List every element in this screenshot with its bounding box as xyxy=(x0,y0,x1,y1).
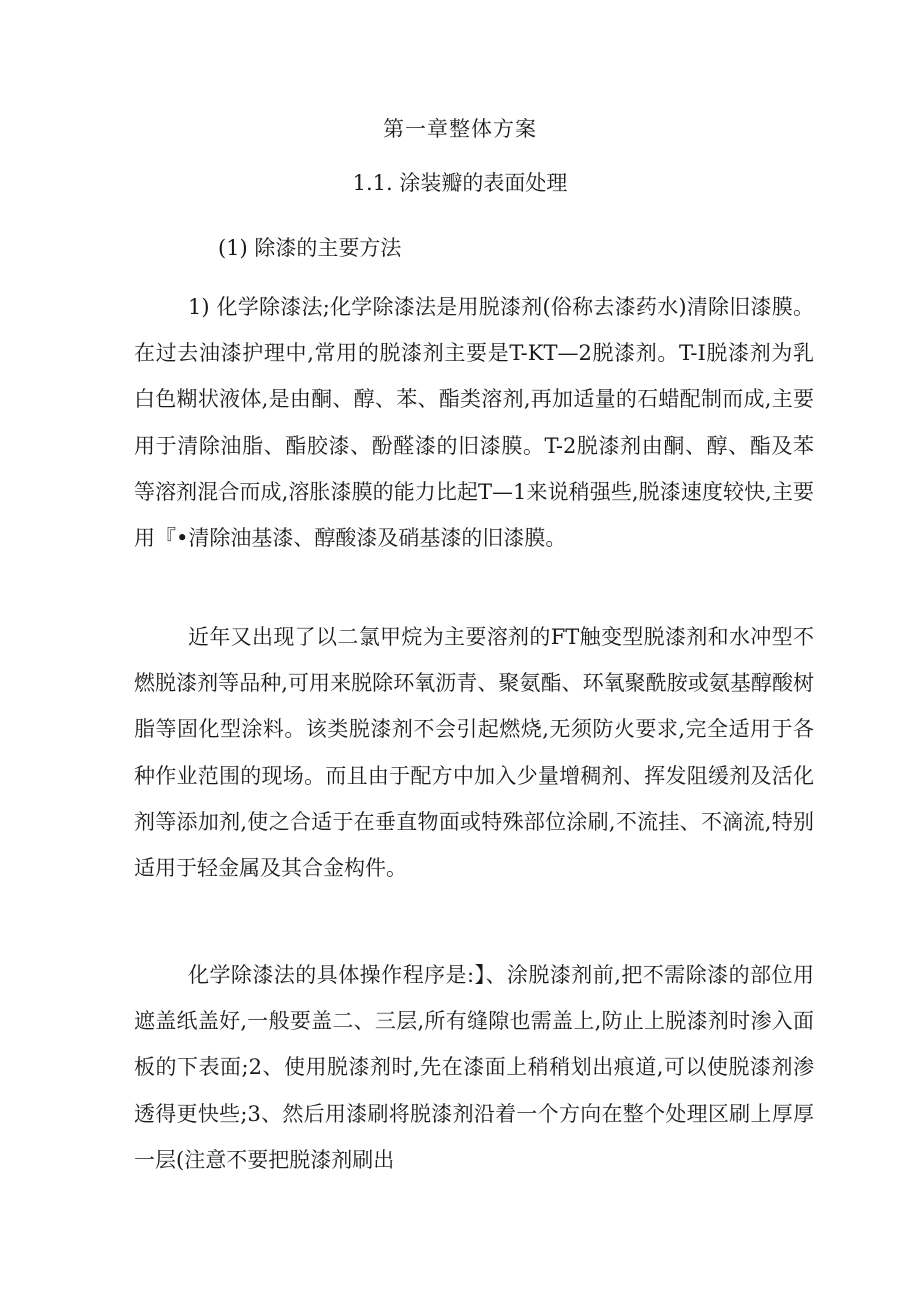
paragraph-new-strippers: 近年又出现了以二氯甲烷为主要溶剂的FT触变型脱漆剂和水冲型不燃脱漆剂等品种,可用来脱除环氧沥青、聚氨酯、环氧聚酰胺或氨基醇酸树脂等固化型涂料。该类脱漆剂不会引起燃烧,无须防火要求,完全适用于各种作业范围的现场。而且由于配方中加入少量增稠剂、挥发阻缓剂及活化剂等添加剂,使之合适于在垂直物面或特殊部位涂刷,不流挂、不滴流,特别适用于轻金属及其合金构件。 xyxy=(134,625,814,881)
section-title: 1.1. 涂装瓣的表面处理 xyxy=(352,171,568,195)
paragraph-chemical-method: 1) 化学除漆法;化学除漆法是用脱漆剂(俗称去漆药水)清除旧漆膜。在过去油漆护理中,常用的脱漆剂主要是T-KT—2脱漆剂。T-I脱漆剂为乳白色糊状液体,是由酮、醇、苯、酯类溶剂,再加适量的石蜡配制而成,主要用于清除油脂、酯胶漆、酚醛漆的旧漆膜。T-2脱漆剂由酮、醇、酯及苯等溶剂混合而成,溶胀漆膜的能力比起T—1来说稍强些,脱漆速度较快,主要用『•清除油基漆、醇酸漆及硝基漆的旧漆膜。 xyxy=(134,295,814,551)
chapter-title: 第一章整体方案 xyxy=(383,117,537,141)
paragraph-procedure: 化学除漆法的具体操作程序是:】、涂脱漆剂前,把不需除漆的部位用遮盖纸盖好,一般要盖二、三层,所有缝隙也需盖上,防止上脱漆剂时渗入面板的下表面;2、使用脱漆剂时,先在漆面上稍稍划出痕道,可以使脱漆剂渗透得更快些;3、然后用漆刷将脱漆剂沿着一个方向在整个处理区刷上厚厚一层(注意不要把脱漆剂刷出 xyxy=(134,963,814,1172)
subsection-title: (1) 除漆的主要方法 xyxy=(218,236,402,260)
